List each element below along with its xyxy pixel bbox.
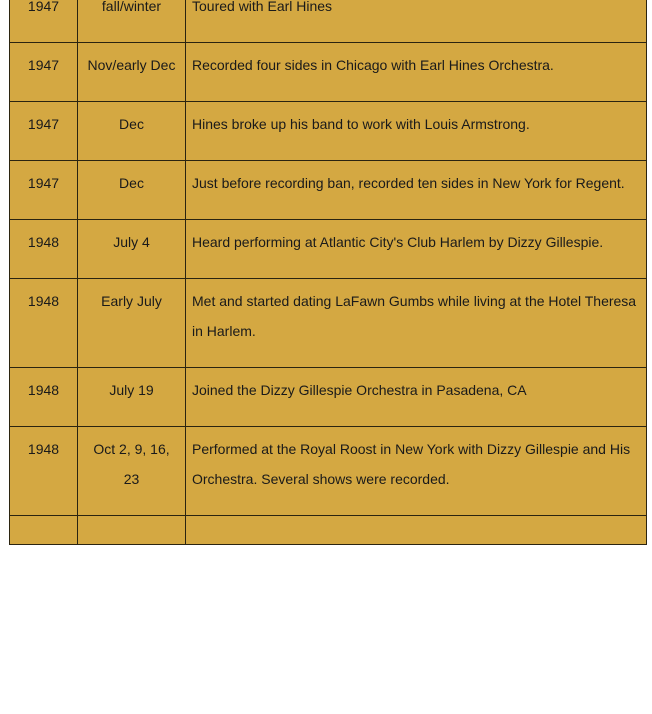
timeline-body: [10, 0, 647, 545]
date-cell: Dec: [78, 161, 186, 220]
event-cell: [186, 516, 647, 545]
table-row: [10, 279, 647, 368]
table-row: [10, 161, 647, 220]
year-cell: 1947: [10, 102, 78, 161]
date-cell: Early July: [78, 279, 186, 368]
year-cell: 1948: [10, 368, 78, 427]
year-cell: [10, 516, 78, 545]
date-cell: July 4: [78, 220, 186, 279]
table-row: [10, 102, 647, 161]
table-row: [10, 427, 647, 516]
event-cell: Performed at the Royal Roost in New York with Dizzy Gillespie and His Orchestra. Several shows were recorded.: [186, 427, 647, 516]
event-cell: Met and started dating LaFawn Gumbs while living at the Hotel Theresa in Harlem.: [186, 279, 647, 368]
date-cell: fall/winter: [78, 0, 186, 43]
table-row: [10, 0, 647, 43]
event-cell: Just before recording ban, recorded ten sides in New York for Regent.: [186, 161, 647, 220]
year-cell: 1947: [10, 161, 78, 220]
table-row: [10, 43, 647, 102]
date-cell: [78, 516, 186, 545]
event-cell: Recorded four sides in Chicago with Earl Hines Orchestra.: [186, 43, 647, 102]
date-cell: Dec: [78, 102, 186, 161]
year-cell: 1947: [10, 43, 78, 102]
year-cell: 1948: [10, 220, 78, 279]
date-cell: July 19: [78, 368, 186, 427]
year-cell: 1948: [10, 279, 78, 368]
event-cell: Joined the Dizzy Gillespie Orchestra in Pasadena, CA: [186, 368, 647, 427]
date-cell: Oct 2, 9, 16, 23: [78, 427, 186, 516]
table-row: [10, 220, 647, 279]
date-cell: Nov/early Dec: [78, 43, 186, 102]
event-cell: Toured with Earl Hines: [186, 0, 647, 43]
timeline-table: [9, 0, 647, 545]
table-row: [10, 516, 647, 545]
year-cell: 1948: [10, 427, 78, 516]
event-cell: Heard performing at Atlantic City's Club Harlem by Dizzy Gillespie.: [186, 220, 647, 279]
year-cell: 1947: [10, 0, 78, 43]
event-cell: Hines broke up his band to work with Louis Armstrong.: [186, 102, 647, 161]
table-row: [10, 368, 647, 427]
